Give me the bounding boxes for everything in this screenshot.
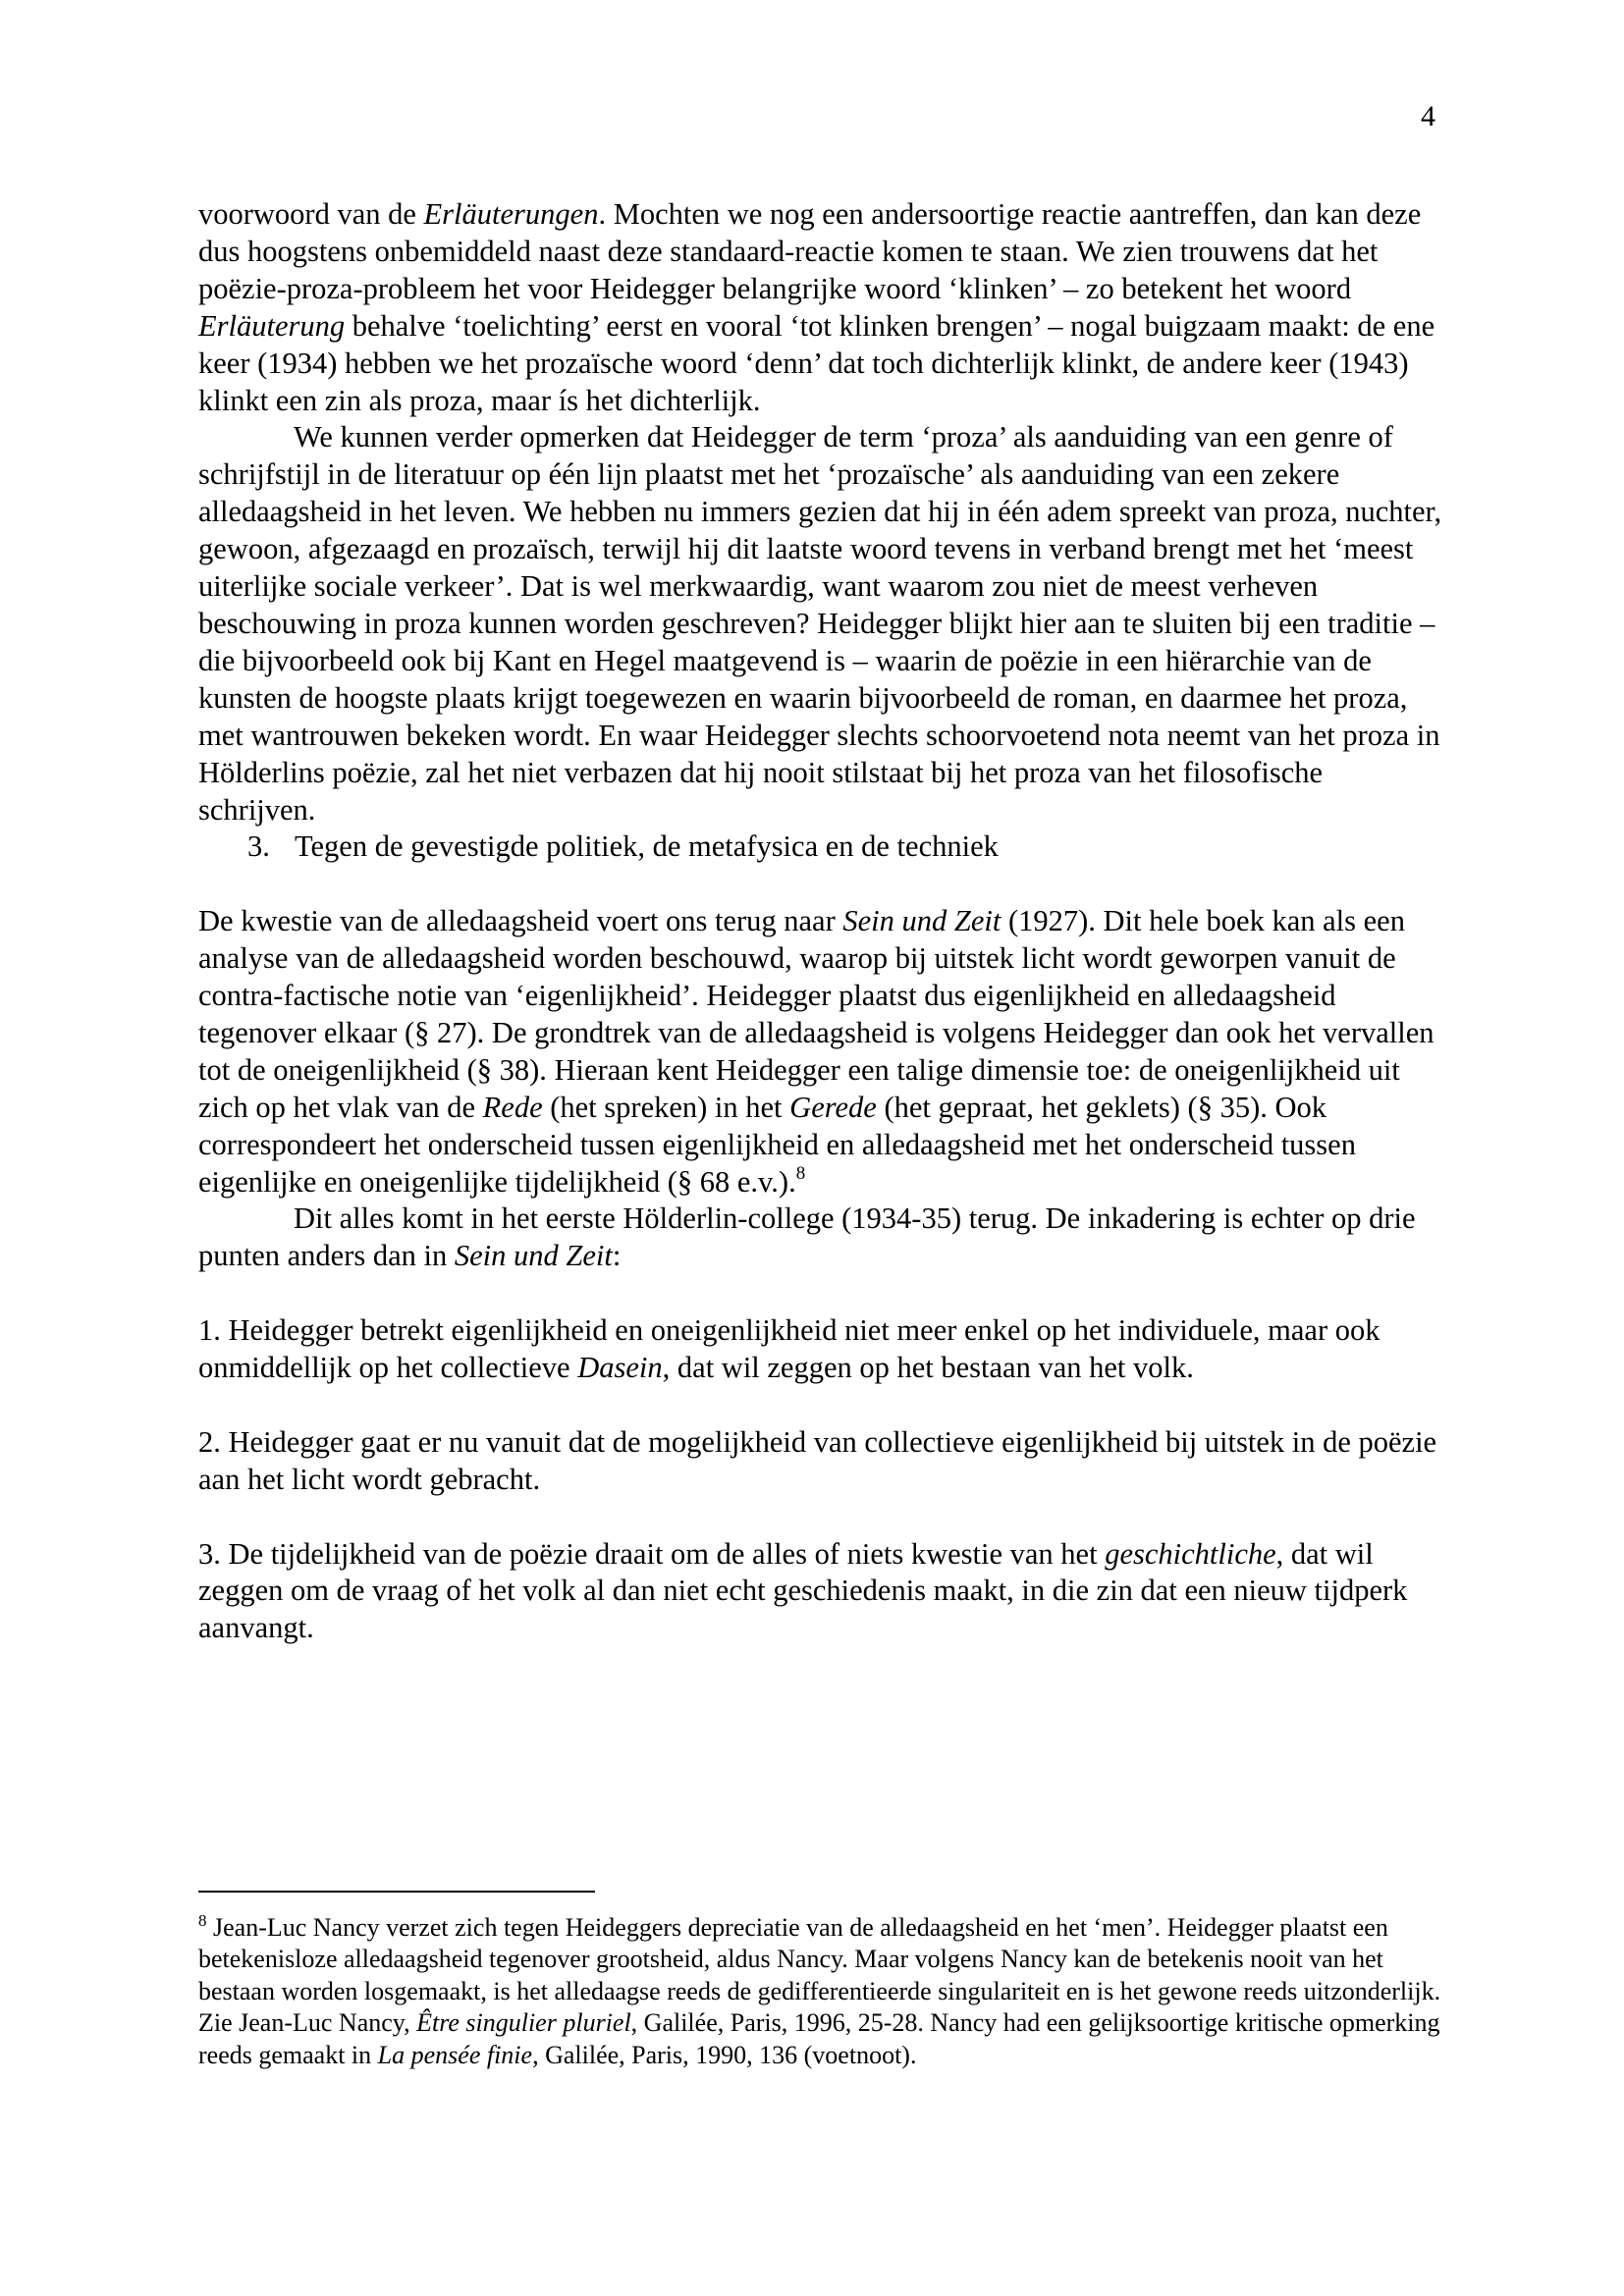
list-item-3 <box>198 1536 1445 1648</box>
italic-term: Erläuterung <box>198 308 346 343</box>
italic-title: La pensée finie <box>377 2040 533 2069</box>
italic-title: Sein und Zeit <box>454 1239 613 1273</box>
text-run: , Galilée, Paris, 1990, 136 (voetnoot). <box>532 2040 917 2069</box>
section-title: Tegen de gevestigde politiek, de metafysica en de techniek <box>295 829 999 864</box>
text-run: Jean-Luc Nancy verzet zich tegen Heideggers depreciatie van de alledaagsheid en het ‘men’. Heidegger plaatst een betekenisloze alledaagsheid tegenover grootsheid, aldus Nancy. Maar volgens Nancy kan de betekenis nooit van het bestaan worden losgemaakt, is het alledaagse reeds de gedifferentieerde singulariteit en is het gewone reeds uitzonderlijk. Zie Jean-Luc Nancy, <box>198 1913 1441 2038</box>
text-run: voorwoord van de <box>198 197 424 231</box>
footnotes <box>198 1912 1445 2071</box>
text-run: (het spreken) in het <box>542 1090 790 1124</box>
page-number: 4 <box>1421 100 1435 133</box>
italic-term: Dasein <box>577 1351 663 1385</box>
text-run: behalve ‘toelichting’ eerst en vooral ‘tot klinken brengen’ – nogal buigzaam maakt: de ene keer (1934) hebben we het prozaïsche woord ‘denn’ dat toch dichterlijk klinkt, de andere keer (1943) klinkt een zin als proza, maar ís het dichterlijk. <box>198 308 1435 417</box>
footnote-mark: 8 <box>198 1911 207 1930</box>
text-run: , dat wil zeggen om de vraag of het volk al dan niet echt geschiedenis maakt, in die zin dat een nieuw tijdperk aanvangt. <box>198 1536 1408 1645</box>
paragraph-1 <box>198 196 1445 419</box>
section-number: 3. <box>247 829 270 864</box>
text-run: (1927). Dit hele boek kan als een analyse van de alledaagsheid worden beschouwd, waarop bij uitstek licht wordt geworpen vanuit de contra-factische notie van ‘eigenlijkheid’. Heidegger plaatst dus eigenlijkheid en alledaagsheid tegenover elkaar (§ 27). De grondtrek van de alledaagsheid is volgens Heidegger dan ook het vervallen tot de oneigenlijkheid (§ 38). Hieraan kent Heidegger een talige dimensie toe: de oneigenlijkheid uit zich op het vlak van de <box>198 904 1435 1124</box>
italic-term: Rede <box>482 1090 543 1124</box>
text-run: 1. Heidegger betrekt eigenlijkheid en oneigenlijkheid niet meer enkel op het individuele, maar ook onmiddellijk op het collectieve <box>198 1313 1380 1385</box>
italic-term: geschichtliche <box>1105 1536 1276 1571</box>
footnote-8 <box>198 1912 1445 2071</box>
paragraph-2: We kunnen verder opmerken dat Heidegger de term ‘proza’ als aanduiding van een genre of schrijfstijl in de literatuur op één lijn plaatst met het ‘prozaïsche’ als aanduiding van een zekere alledaagsheid in het leven. We hebben nu immers gezien dat hij in één adem spreekt van proza, nuchter, gewoon, afgezaagd en prozaïsch, terwijl hij dit laatste woord tevens in verband brengt met het ‘meest uiterlijke sociale verkeer’. Dat is wel merkwaardig, want waarom zou niet de meest verheven beschouwing in proza kunnen worden geschreven? Heidegger blijkt hier aan te sluiten bij een traditie – die bijvoorbeeld ook bij Kant en Hegel maatgevend is – waarin de poëzie in een hiërarchie van de kunsten de hoogste plaats krijgt toegewezen en waarin bijvoorbeeld de roman, en daarmee het proza, met wantrouwen bekeken wordt. En waar Heidegger slechts schoorvoetend nota neemt van het proza in Hölderlins poëzie, zal het niet verbazen dat hij nooit stilstaat bij het proza van het filosofische schrijven. <box>198 420 1442 827</box>
paragraph-4 <box>198 1201 1445 1275</box>
text-run: 3. De tijdelijkheid van de poëzie draait om de alles of niets kwestie van het <box>198 1536 1106 1571</box>
text-run: , Galilée, Paris, 1996, 25-28. Nancy had een gelijksoortige kritische opmerking reeds gemaakt in <box>198 2008 1440 2069</box>
main-text <box>198 196 1445 1647</box>
text-run: (het gepraat, het geklets) (§ 35). Ook correspondeert het onderscheid tussen eigenlijkheid en alledaagsheid met het onderscheid tussen eigenlijke en oneigenlijke tijdelijkheid (§ 68 e.v.). <box>198 1090 1356 1199</box>
italic-term: Gerede <box>789 1090 877 1124</box>
text-run: . Mochten we nog een andersoortige reactie aantreffen, dan kan deze dus hoogstens onbemiddeld naast deze standaard-reactie komen te staan. We zien trouwens dat het poëzie-proza-probleem het voor Heidegger belangrijke woord ‘klinken’ – zo betekent het woord <box>198 197 1422 305</box>
italic-title: Être singulier pluriel <box>416 2008 631 2038</box>
footnote-separator <box>198 1891 595 1893</box>
text-run: , dat wil zeggen op het bestaan van het volk. <box>662 1351 1194 1385</box>
paragraph-3 <box>198 903 1445 1201</box>
footnote-reference[interactable]: 8 <box>795 1162 806 1184</box>
text-run: : <box>612 1239 622 1273</box>
italic-title: Sein und Zeit <box>842 904 1001 938</box>
text-run: Dit alles komt in het eerste Hölderlin-college (1934-35) terug. De inkadering is echter op drie punten anders dan in <box>198 1201 1416 1273</box>
list-item-1 <box>198 1312 1445 1387</box>
text-run: De kwestie van de alledaagsheid voert ons terug naar <box>198 904 843 938</box>
italic-title: Erläuterungen <box>423 197 599 231</box>
list-item-2: 2. Heidegger gaat er nu vanuit dat de mogelijkheid van collectieve eigenlijkheid bij uitstek in de poëzie aan het licht wordt gebracht. <box>198 1424 1437 1496</box>
section-heading <box>198 828 1445 866</box>
